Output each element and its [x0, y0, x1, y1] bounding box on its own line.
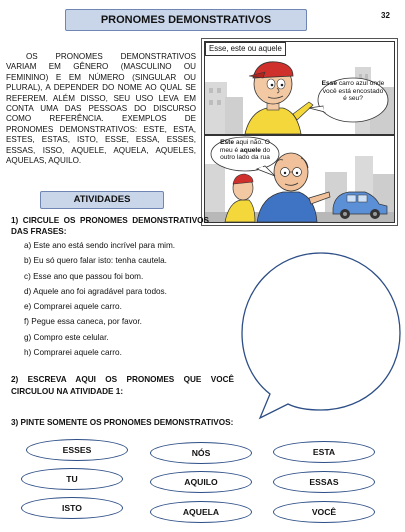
word-option-nos[interactable]: NÓS	[150, 442, 252, 464]
comic-caption: Esse, este ou aquele	[205, 42, 286, 56]
word-option-aquela[interactable]: AQUELA	[150, 501, 252, 523]
question-1-sentences	[24, 238, 175, 360]
sentence-e[interactable]: e) Comprarei aquele carro.	[24, 302, 122, 312]
page-number: 32	[381, 11, 390, 20]
sentence-a[interactable]: a) Este ano está sendo incrível para mim.	[24, 241, 176, 250]
sentence-b[interactable]: b) Eu só quero falar isto: tenha cautela.	[24, 256, 167, 266]
panel-1-speech	[321, 80, 385, 103]
page-title	[65, 9, 307, 31]
question-3-prompt: 3) PINTE SOMENTE OS PRONOMES DEMONSTRATIVOS:	[11, 418, 234, 427]
sentence-f[interactable]: f) Pegue essa caneca, por favor.	[24, 317, 142, 327]
panel-2-speech-bold-2: aquele	[240, 146, 261, 154]
comic-strip	[201, 38, 398, 226]
panel-2-speech-mid: aqui não. O meu é	[219, 139, 270, 154]
question-1-prompt: 1) CIRCULE OS PRONOMES DEMONSTRATIVOS DAS FRASES:	[11, 216, 209, 236]
question-2-prompt: 2) ESCREVA AQUI OS PRONOMES QUE VOCÊ CIRCULOU NA ATIVIDADE 1:	[11, 375, 234, 396]
word-option-tu[interactable]: TU	[21, 468, 123, 490]
comic-panel-1	[204, 41, 395, 135]
comic-panel-2	[204, 135, 395, 223]
panel-1-speech-rest: carro azul onde você está encostado é seu?	[322, 80, 385, 103]
title-text: PRONOMES DEMONSTRATIVOS	[100, 14, 272, 26]
word-option-essas[interactable]: ESSAS	[273, 471, 375, 493]
word-option-esses[interactable]: ESSES	[26, 439, 128, 461]
panel-2-speech	[215, 139, 275, 162]
word-option-aquilo[interactable]: AQUILO	[150, 471, 252, 493]
activities-heading	[40, 191, 164, 209]
sentence-g[interactable]: g) Compro este celular.	[24, 332, 109, 342]
activities-heading-text: ATIVIDADES	[73, 194, 131, 205]
sentence-d[interactable]: d) Aquele ano foi agradável para todos.	[24, 286, 167, 296]
panel-2-speech-bold-1: Este	[220, 139, 234, 146]
word-option-isto[interactable]: ISTO	[21, 497, 123, 519]
panel-1-speech-bold: Esse	[321, 80, 338, 87]
intro-text: OS PRONOMES DEMONSTRATIVOS VARIAM EM GÊNERO (MASCULINO OU FEMININO) E EM NÚMERO (SINGULAR OU PLURAL), A DEPENDER DO NOME AO QUAL SE REFEREM. ALÉM DISSO, SEU USO LEVA EM CONTA UMA DAS PESSOAS DO DISCURSO COMO REFERÊNCIA. EXEMPLOS DE PRONOMES DEMONSTRATIVOS: ESTE, ESTA, ESTES, ESTAS, ISTO, ESSE, ESSA, ESSES, ESSAS, ISSO, AQUELE, AQUELA, AQUELES, AQUELAS, AQUILO.	[6, 52, 196, 166]
word-option-esta[interactable]: ESTA	[273, 441, 375, 463]
sentence-h[interactable]: h) Comprarei aquele carro.	[24, 348, 122, 358]
word-option-voce[interactable]: VOCÊ	[273, 501, 375, 523]
answer-speech-bubble[interactable]	[238, 250, 404, 422]
intro-paragraph	[6, 52, 196, 166]
panel-2-speech-rest: do outro lado da rua	[220, 146, 271, 162]
sentence-c[interactable]: c) Esse ano que passou foi bom.	[24, 271, 144, 281]
